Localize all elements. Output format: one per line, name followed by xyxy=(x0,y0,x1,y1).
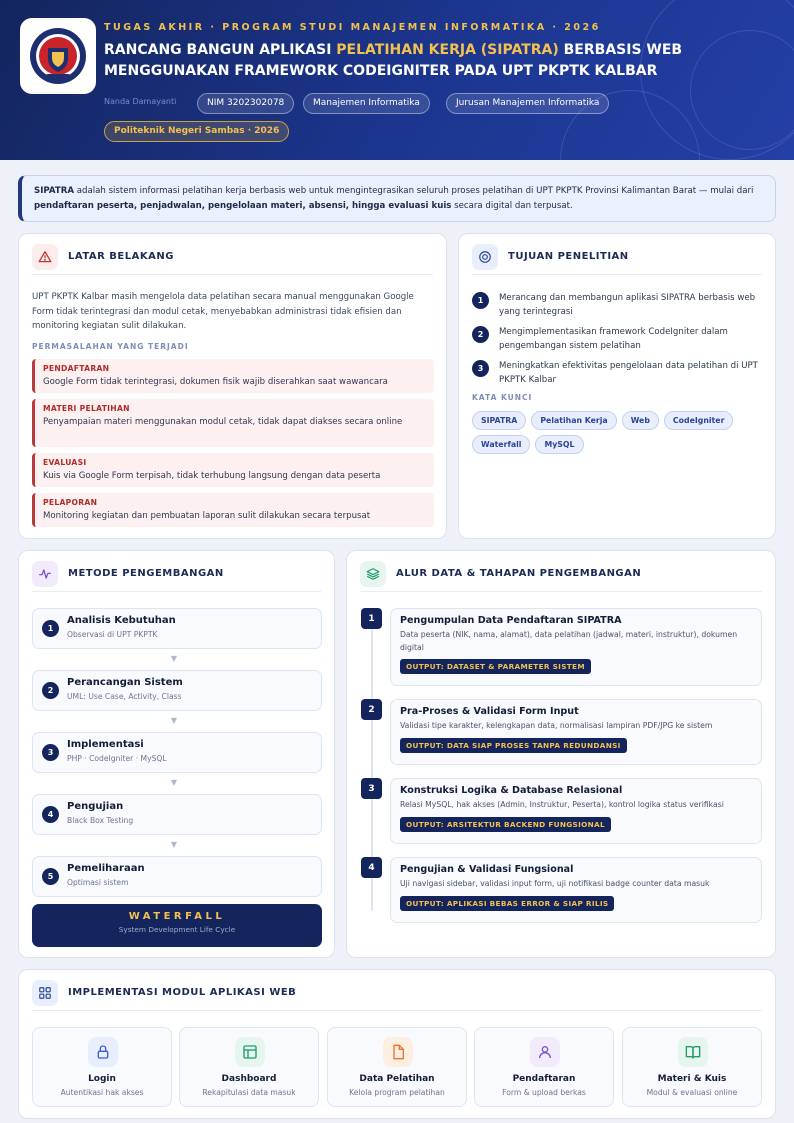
layout-icon xyxy=(235,1037,265,1067)
goals-card xyxy=(458,233,776,539)
flow-card-header xyxy=(360,562,762,592)
grid-icon xyxy=(32,980,58,1006)
output-badge: OUTPUT: DATASET & PARAMETER SISTEM xyxy=(400,659,591,674)
method-step: 1 Analisis Kebutuhan Observasi di UPT PKPTK xyxy=(32,608,322,649)
flow-title: ALUR DATA & TAHAPAN PENGEMBANGAN xyxy=(396,568,642,579)
module-pendaftaran: Pendaftaran Form & upload berkas xyxy=(474,1027,614,1107)
keywords-label: KATA KUNCI xyxy=(472,393,533,402)
book-icon xyxy=(678,1037,708,1067)
lock-icon xyxy=(88,1037,118,1067)
keyword-tag: Web xyxy=(622,411,659,430)
waterfall-banner: WATERFALL System Development Life Cycle xyxy=(32,904,322,947)
method-step: 4 Pengujian Black Box Testing xyxy=(32,794,322,835)
module-dashboard: Dashboard Rekapitulasi data masuk xyxy=(179,1027,319,1107)
nim-chip: NIM 3202302078 xyxy=(197,93,294,114)
down-arrow-icon: ▼ xyxy=(170,654,178,663)
module-materi-kuis: Materi & Kuis Modul & evaluasi online xyxy=(622,1027,762,1107)
warning-icon xyxy=(32,244,58,270)
header-banner xyxy=(0,0,794,160)
method-title: METODE PENGEMBANGAN xyxy=(68,568,224,579)
background-card xyxy=(18,233,447,539)
down-arrow-icon: ▼ xyxy=(170,778,178,787)
user-icon xyxy=(530,1037,560,1067)
keyword-tag: Waterfall xyxy=(472,435,530,454)
output-badge: OUTPUT: APLIKASI BEBAS ERROR & SIAP RILIS xyxy=(400,896,614,911)
module-login: Login Autentikasi hak akses xyxy=(32,1027,172,1107)
flow-step-number: 3 xyxy=(361,778,382,799)
keyword-list xyxy=(472,411,767,454)
flow-step-number: 4 xyxy=(361,857,382,878)
keyword-tag: Pelatihan Kerja xyxy=(531,411,616,430)
background-card-header xyxy=(32,245,433,275)
target-icon xyxy=(472,244,498,270)
problem-item: MATERI PELATIHAN Penyampaian materi menggunakan modul cetak, tidak dapat diakses secara online xyxy=(32,399,434,447)
page-title: RANCANG BANGUN APLIKASI PELATIHAN KERJA (SIPATRA) BERBASIS WEB MENGGUNAKAN FRAMEWORK CODEIGNITER PADA UPT PKPTK KALBAR xyxy=(104,42,683,79)
flow-step: Konstruksi Logika & Database Relasional Relasi MySQL, hak akses (Admin, Instruktur, Peserta), kontrol logika status verifikasi OUTPUT: ARSITEKTUR BACKEND FUNGSIONAL xyxy=(390,778,762,844)
flow-card xyxy=(346,550,776,958)
flow-step: Pra-Proses & Validasi Form Input Validasi tipe karakter, kelengkapan data, normalisasi lampiran PDF/JPG ke sistem OUTPUT: DATA SIAP PROSES TANPA REDUNDANSI xyxy=(390,699,762,765)
polsas-logo-icon xyxy=(20,18,96,94)
keyword-tag: SIPATRA xyxy=(472,411,526,430)
method-step: 3 Implementasi PHP · CodeIgniter · MySQL xyxy=(32,732,322,773)
layers-icon xyxy=(360,561,386,587)
flow-step-number: 2 xyxy=(361,699,382,720)
activity-icon xyxy=(32,561,58,587)
background-paragraph: UPT PKPTK Kalbar masih mengelola data pelatihan secara manual menggunakan Google Form tidak terintegrasi dan modul cetak, menyebabkan administrasi tidak efisien dan monitoring kegiatan sulit dilakukan. xyxy=(32,292,414,331)
goal-item: 2 Mengimplementasikan framework CodeIgniter dalam pengembangan sistem pelatihan xyxy=(472,325,764,353)
method-card-header xyxy=(32,562,321,592)
down-arrow-icon: ▼ xyxy=(170,716,178,725)
output-badge: OUTPUT: ARSITEKTUR BACKEND FUNGSIONAL xyxy=(400,817,611,832)
goals-title: TUJUAN PENELITIAN xyxy=(508,251,629,262)
down-arrow-icon: ▼ xyxy=(170,840,178,849)
keyword-tag: CodeIgniter xyxy=(664,411,734,430)
modules-title: IMPLEMENTASI MODUL APLIKASI WEB xyxy=(68,987,297,998)
author-name: Nanda Damayanti xyxy=(104,97,177,106)
output-badge: OUTPUT: DATA SIAP PROSES TANPA REDUNDANSI xyxy=(400,738,627,753)
header-kicker: TUGAS AKHIR · PROGRAM STUDI MANAJEMEN INFORMATIKA · 2026 xyxy=(104,22,601,33)
flow-step: Pengujian & Validasi Fungsional Uji navigasi sidebar, validasi input form, uji notifikasi badge counter data masuk OUTPUT: APLIKASI BEBAS ERROR & SIAP RILIS xyxy=(390,857,762,923)
background-title: LATAR BELAKANG xyxy=(68,251,174,262)
method-step: 5 Pemeliharaan Optimasi sistem xyxy=(32,856,322,897)
problem-item: PENDAFTARAN Google Form tidak terintegrasi, dokumen fisik wajib diserahkan saat wawancara xyxy=(32,359,434,393)
keyword-tag: MySQL xyxy=(535,435,583,454)
method-step: 2 Perancangan Sistem UML: Use Case, Activity, Class xyxy=(32,670,322,711)
method-card xyxy=(18,550,335,958)
document-icon xyxy=(383,1037,413,1067)
institution-chip: Politeknik Negeri Sambas · 2026 xyxy=(104,121,289,142)
goals-card-header xyxy=(472,245,762,275)
department-chip: Jurusan Manajemen Informatika xyxy=(446,93,609,114)
modules-card-header xyxy=(32,981,762,1011)
problem-item: EVALUASI Kuis via Google Form terpisah, tidak terhubung langsung dengan data peserta xyxy=(32,453,434,487)
intro-callout: SIPATRA adalah sistem informasi pelatihan kerja berbasis web untuk mengintegrasikan seluruh proses pelatihan di UPT PKPTK Provinsi Kalimantan Barat — mulai dari pendaftaran peserta, penjadwalan, pengelolaan materi, absensi, hingga evaluasi kuis secara digital dan terpusat. xyxy=(18,175,776,222)
module-data-pelatihan: Data Pelatihan Kelola program pelatihan xyxy=(327,1027,467,1107)
modules-card xyxy=(18,969,776,1119)
flow-step: Pengumpulan Data Pendaftaran SIPATRA Data peserta (NIK, nama, alamat), data pelatihan (jadwal, materi, instruktur), dokumen digital OUTPUT: DATASET & PARAMETER SISTEM xyxy=(390,608,762,686)
goal-item: 3 Meningkatkan efektivitas pengelolaan data pelatihan di UPT PKPTK Kalbar xyxy=(472,359,764,387)
problem-item: PELAPORAN Monitoring kegiatan dan pembuatan laporan sulit dilakukan secara terpusat xyxy=(32,493,434,527)
goal-item: 1 Merancang dan membangun aplikasi SIPATRA berbasis web yang terintegrasi xyxy=(472,291,764,319)
problems-label: PERMASALAHAN YANG TERJADI xyxy=(32,342,189,351)
program-chip: Manajemen Informatika xyxy=(303,93,430,114)
flow-step-number: 1 xyxy=(361,608,382,629)
